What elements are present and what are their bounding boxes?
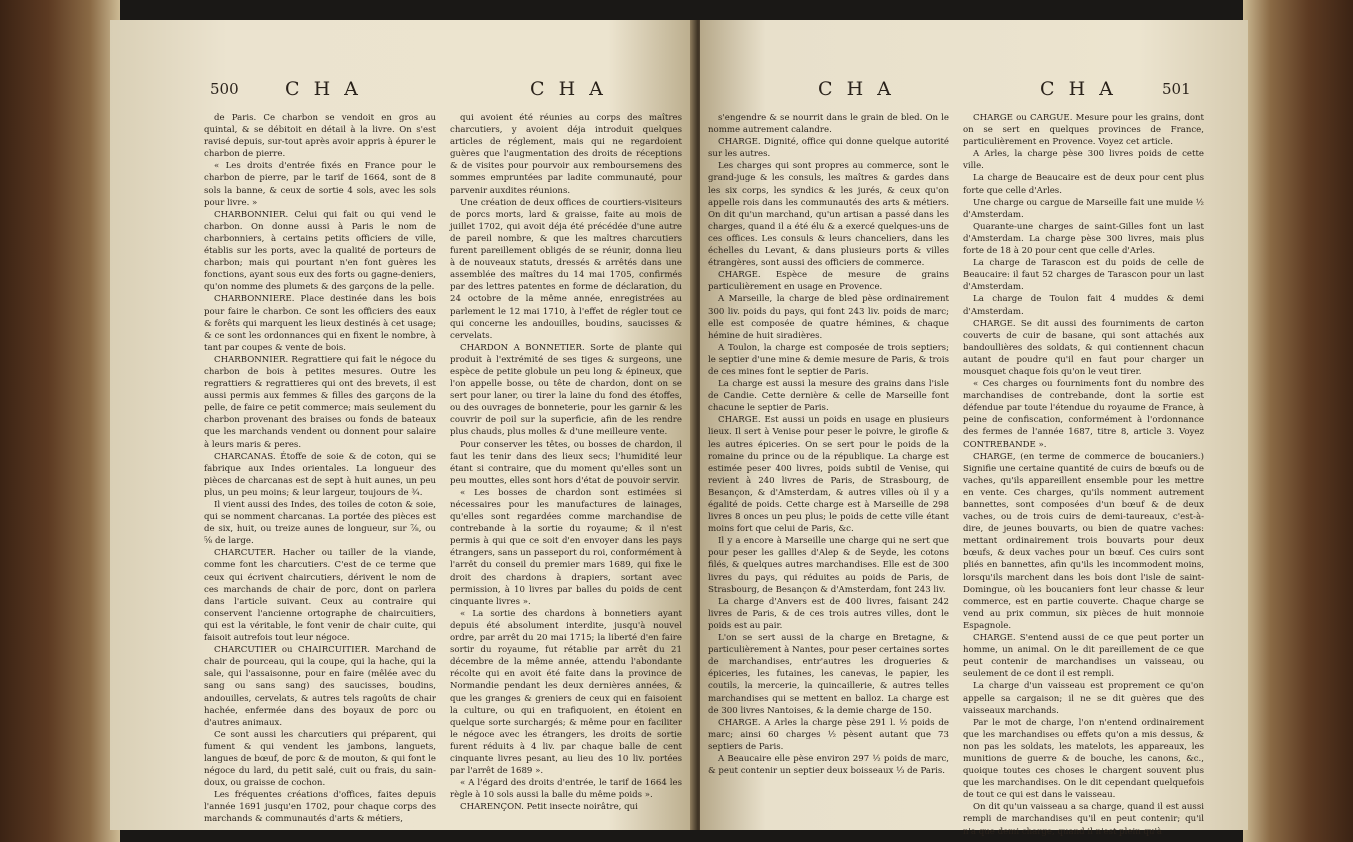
paragraph: Une charge ou cargue de Marseille fait une muide ½ d'Amsterdam. bbox=[963, 197, 1204, 220]
paragraph: de Paris. Ce charbon se vendoit en gros au quintal, & se débitoit en détail à la livre. On s'est ravisé depuis, sur-tout après avoir appris à épurer le charbon de pierre. bbox=[204, 113, 436, 160]
paragraph: La charge d'Anvers est de 400 livres, faisant 242 livres de Paris, & de ces trois autres villes, dont le poids est au pair. bbox=[708, 596, 949, 631]
running-header-left-2: C H A bbox=[530, 78, 607, 100]
paragraph: Ce sont aussi les charcutiers qui préparent, qui fument & qui vendent les jambons, languets, langues de bœuf, de porc & de mouton, & qui font le négoce du lard, du petit salé, cuit ou frais, du sain-doux, ou graisse de cochon. bbox=[204, 729, 436, 789]
paragraph: A Arles, la charge pèse 300 livres poids de cette ville. bbox=[963, 149, 1204, 172]
paragraph: « A l'égard des droits d'entrée, le tarif de 1664 les règle à 10 sols aussi la balle du même poids ». bbox=[450, 778, 682, 801]
paragraph: Une création de deux offices de courtiers-visiteurs de porcs morts, lard & graisse, faite au mois de juillet 1702, qui avoit déja été précédée d'une autre de pareil nombre, & que les maîtres charcutiers furent pareillement obligés de se réunir, donna lieu à de nouveaux statuts, dressés & arrêtés dans une assemblée des maîtres du 14 mai 1705, confirmés par des lettres patentes en forme de déclaration, du 24 octobre de la même année, enregistrées au parlement le 12 mai 1710, à l'effet de régler tout ce qui concerne les andouilles, boudins, saucisses & cervelats. bbox=[450, 197, 682, 341]
left-page-columns bbox=[204, 112, 682, 826]
running-header-right: C H A bbox=[818, 78, 895, 100]
paragraph: L'on se sert aussi de la charge en Bretagne, & particulièrement à Nantes, pour peser certaines sortes de marchandises, entr'autres les drogueries & épiceries, les futaines, les canevas, le papier, les coutils, la mercerie, la quincaillerie, & autres telles marchandises qui se mettent en balloz. La charge est de 300 livres Nantoises, & la demie charge de 150. bbox=[708, 633, 949, 716]
paragraph: « La sortie des chardons à bonnetiers ayant depuis été absolument interdite, jusqu'à nouvel ordre, par arrêt du 20 mai 1715; la liberté d'en faire sortir du royaume, fut rétablie par arrêt du 21 décembre de la même année, attendu l'abondante récolte qui en avoit été faite dans la province de Normandie pendant les deux dernières années, & que les granges & greniers de ceux qui en faisoient la culture, ou qui en trafiquoient, en étoient en quelque sorte surchargés; & même pour en faciliter le négoce avec les étrangers, les droits de sortie furent réduits à 4 liv. par chaque balle de cent cinquante livres pesant, au lieu des 10 liv. portées par l'arrêt de 1689 ». bbox=[450, 608, 682, 777]
paragraph: CHARCANAS. Étoffe de soie & de coton, qui se fabrique aux Indes orientales. La longueur des pièces de charcanas est de sept à huit aunes, un peu plus, un peu moins; & leur largeur, toujours de ¾. bbox=[204, 451, 436, 498]
paragraph: CHARBONNIER. Celui qui fait ou qui vend le charbon. On donne aussi à Paris le nom de charbonniers, à certains petits officiers de ville, établis sur les ports, avec la qualité de porteurs de charbon; mais qui pourtant n'en font guères les fonctions, ayant sous eux des forts ou gagne-deniers, qu'on nomme des plumets & des garçons de la pelle. bbox=[204, 209, 436, 293]
running-header-right-2: C H A bbox=[1040, 78, 1117, 100]
paragraph: Il vient aussi des Indes, des toiles de coton & soie, qui se nomment charcanas. La portée des pièces est de six, huit, ou treize aunes de longueur, sur ⅞, ou ⅝ de large. bbox=[204, 500, 436, 547]
paragraph: On dit qu'un vaisseau a sa charge, quand il est aussi rempli de marchandises qu'il en peut contenir; qu'il n'a que demi charge, quand il n'est plein qu'à bbox=[963, 802, 1204, 837]
paragraph: La charge de Beaucaire est de deux pour cent plus forte que celle d'Arles. bbox=[963, 173, 1204, 196]
paragraph: CHARENÇON. Petit insecte noirâtre, qui bbox=[460, 802, 638, 813]
right-column-2 bbox=[963, 112, 1204, 838]
paragraph: CHARGE. Espèce de mesure de grains particulièrement en usage en Provence. bbox=[708, 270, 949, 293]
paragraph: CHARGE. Se dit aussi des fourniments de carton couverts de cuir de basane, qui sont attachés aux bandoullières des soldats, & qui contiennent chacun autant de poudre qu'il en faut pour charger un mousquet chaque fois qu'on le veut tirer. bbox=[963, 318, 1204, 377]
right-page-columns bbox=[708, 112, 1204, 838]
paragraph: Quarante-une charges de saint-Gilles font un last d'Amsterdam. La charge pèse 300 livres, mais plus forte de 18 à 20 pour cent que celle d'Arles. bbox=[963, 221, 1204, 257]
paragraph: Les fréquentes créations d'offices, faites depuis l'année 1691 jusqu'en 1702, pour chaque corps des marchands & communautés d'arts & métiers, bbox=[204, 790, 436, 825]
paragraph: CHARGE. Est aussi un poids en usage en plusieurs lieux. Il sert à Venise pour peser le poivre, le girofle & les autres épiceries. On se sert pour le poids de la romaine du prince ou de la république. La charge est estimée peser 400 livres, poids subtil de Venise, qui revient à 240 livres de Paris, de Strasbourg, de Besançon, & d'Amsterdam, & autres villes où il y a égalité de poids. Cette charge est à Marseille de 298 livres 8 onces un peu plus; le poids de cette ville étant moins fort que celui de Paris, &c. bbox=[708, 415, 949, 535]
book-edge-right bbox=[1243, 0, 1353, 842]
paragraph: Pour conserver les têtes, ou bosses de chardon, il faut les tenir dans des lieux secs; l'humidité leur étant si contraire, que du moment qu'elles sont un peu mouttes, elles sont hors d'état de pouvoir servir. bbox=[450, 439, 682, 486]
right-column-1 bbox=[708, 112, 949, 838]
paragraph: CHARGE. S'entend aussi de ce que peut porter un homme, un animal. On le dit pareillement de ce que peut contenir de marchandises un vaisseau, ou seulement de ce dont il est rempli. bbox=[963, 633, 1204, 680]
book-edge-left bbox=[0, 0, 120, 842]
paragraph: CHARGE ou CARGUE. Mesure pour les grains, dont on se sert en quelques provinces de France, particulièrement en Provence. Voyez cet article. bbox=[963, 113, 1204, 148]
paragraph: CHARGE. A Arles la charge pèse 291 l. ½ poids de marc; ainsi 60 charges ½ pèsent autant que 73 septiers de Paris. bbox=[708, 717, 949, 752]
left-column-2 bbox=[450, 112, 682, 826]
page-number-left: 500 bbox=[210, 80, 239, 98]
left-page bbox=[110, 20, 696, 830]
paragraph: La charge d'un vaisseau est proprement ce qu'on appelle sa cargaison; il ne se dit guères que des vaisseaux marchands. bbox=[963, 681, 1204, 716]
paragraph: « Ces charges ou fourniments font du nombre des marchandises de contrebande, dont la sortie est défendue par toute l'étendue du royaume de France, à peine de confiscation, conformément à l'ordonnance des fermes de l'année 1687, titre 8, article 3. Voyez CONTREBANDE ». bbox=[963, 379, 1204, 450]
paragraph: CHARCUTER. Hacher ou tailler de la viande, comme font les charcutiers. C'est de ce terme que ceux qui écrivent chaircutiers, dérivent le nom de ces marchands de chair de porc, dont on parlera dans l'article suivant. Ceux au contraire qui conservent l'ancienne ortographe de chaircuitiers, qui est la véritable, le font venir de chair cuite, qui faisoit autrefois tout leur négoce. bbox=[204, 548, 436, 644]
paragraph: qui avoient été réunies au corps des maîtres charcutiers, y avoient déja introduit quelques articles de réglement, mais qui ne regardoient guères que l'augmentation des droits de réceptions & de visites pour pourvoir aux remboursemens des sommes empruntées par ladite communauté, pour parvenir auxdites réunions. bbox=[450, 113, 682, 196]
paragraph: « Les droits d'entrée fixés en France pour le charbon de pierre, par le tarif de 1664, sont de 8 sols la banne, & ceux de sortie 4 sols, avec les sols pour livre. » bbox=[204, 161, 436, 208]
paragraph: CHARBONNIER. Regrattiere qui fait le négoce du charbon de bois à petites mesures. Outre les regrattiers & regrattieres qui ont des brevets, il est aussi permis aux femmes & filles des garçons de la pelle, de faire ce petit commerce; mais seulement du charbon provenant des braises ou fonds de bateaux que les marchands vendent ou donnent pour salaire à leurs maris & peres. bbox=[204, 354, 436, 450]
paragraph: Il y a encore à Marseille une charge qui ne sert que pour peser les gallles d'Alep & de Seyde, les cotons filés, & quelques autres marchandises. Elle est de 300 livres du pays, qui réduites au poids de Paris, de Strasbourg, de Besançon & d'Amsterdam, font 243 liv. bbox=[708, 536, 949, 595]
paragraph: « Les bosses de chardon sont estimées si nécessaires pour les manufactures de lainages, qu'elles sont regardées comme marchandise de contrebande à la sortie du royaume; & il n'est permis à qui que ce soit d'en envoyer dans les pays étrangers, sans un passeport du roi, conformément à l'arrêt du conseil du premier mars 1689, qui fixe le droit des chardons à drapiers, sortant avec permission, à 10 livres par balles du poids de cent cinquante livres ». bbox=[450, 487, 682, 607]
paragraph: La charge est aussi la mesure des grains dans l'isle de Candie. Cette dernière & celle de Marseille font chacune le septier de Paris. bbox=[708, 379, 949, 414]
right-page bbox=[700, 20, 1248, 837]
left-column-1 bbox=[204, 112, 436, 826]
paragraph: A Beaucaire elle pèse environ 297 ½ poids de marc, & peut contenir un septier deux boisseaux ⅓ de Paris. bbox=[708, 753, 949, 777]
paragraph: s'engendre & se nourrit dans le grain de bled. On le nomme autrement calandre. bbox=[708, 113, 949, 136]
page-number-right: 501 bbox=[1162, 80, 1191, 98]
paragraph: CHARGE, (en terme de commerce de boucaniers.) Signifie une certaine quantité de cuirs de bœufs ou de vaches, qu'ils appareillent ensemble pour les mettre en vente. Ces charges, qu'ils nomment autrement bannettes, sont composées d'un bœuf & de deux vaches, ou de trois cuirs de demi-taureaux, c'est-à-dire, de jeunes bouvarts, ou bien de quatre vaches: mettant ordinairement trois bouvarts pour deux bœufs, & deux vaches pour un bœuf. Ces cuirs sont pliés en bannettes, afin qu'ils les incommodent moins, lorsqu'ils marchent dans les bois dont l'isle de saint-Domingue, où les boucaniers font leur chasse & leur commerce, est en partie couverte. Chaque charge se vend au prix commun, six pièces de huit monnoie Espagnole. bbox=[963, 451, 1204, 631]
paragraph: A Marseille, la charge de bled pèse ordinairement 300 liv. poids du pays, qui font 243 liv. poids de marc; elle est composée de quatre hémines, & chaque hémine de huit siradières. bbox=[708, 294, 949, 341]
paragraph: CHARDON A BONNETIER. Sorte de plante qui produit à l'extrémité de ses tiges & surgeons, une espèce de petite globule un peu long & épineux, que l'on appelle bosse, ou tête de chardon, dont on se sert pour laner, ou tirer la laine du fond des étoffes, ou des ouvrages de bonneterie, pour les garnir & les couvrir de poil sur la superficie, afin de les rendre plus chauds, plus molles & d'une meilleure vente. bbox=[450, 342, 682, 438]
paragraph: Les charges qui sont propres au commerce, sont le grand-juge & les consuls, les maîtres & gardes dans les six corps, les syndics & les jurés, & ceux qu'on appelle rois dans les communautés des arts & métiers. On dit qu'un marchand, qu'un artisan a passé dans les charges, quand il a été élu & a exercé quelques-uns de ces offices. Les consuls & leurs chanceliers, dans les échelles du Levant, & dans plusieurs ports & villes étrangères, sont aussi des officiers de commerce. bbox=[708, 161, 949, 269]
paragraph: CHARBONNIERE. Place destinée dans les bois pour faire le charbon. Ce sont les officiers des eaux & forêts qui marquent les lieux destinés à cet usage; & ce sont les ordonnances qui en fixent le nombre, à tant par coupes & vente de bois. bbox=[204, 294, 436, 353]
paragraph: CHARCUTIER ou CHAIRCUITIER. Marchand de chair de pourceau, qui la coupe, qui la hache, qui la sale, qui l'assaisonne, pour en faire (mêlée avec du sang ou sans sang) des saucisses, boudins, andouilles, cervelats, & autres tels ragoûts de chair hachée, enfermée dans des boyaux de porc ou d'autres animaux. bbox=[204, 645, 436, 728]
paragraph: La charge de Tarascon est du poids de celle de Beaucaire: il faut 52 charges de Tarascon pour un last d'Amsterdam. bbox=[963, 258, 1204, 293]
paragraph: Par le mot de charge, l'on n'entend ordinairement que les marchandises ou effets qu'on a mis dessus, & non pas les soldats, les matelots, les appareaux, les munitions de guerre & de bouche, les canons, &c., quoique toutes ces choses le chargent souvent plus que les marchandises. On le dit cependant quelquefois de tout ce qui est dans le vaisseau. bbox=[963, 717, 1204, 801]
paragraph: La charge de Toulon fait 4 muddes & demi d'Amsterdam. bbox=[963, 294, 1204, 317]
paragraph: CHARGE. Dignité, office qui donne quelque autorité sur les autres. bbox=[708, 137, 949, 160]
running-header-left: C H A bbox=[285, 78, 362, 100]
paragraph: A Toulon, la charge est composée de trois septiers; le septier d'une mine & demie mesure de Paris, & trois de ces mines font le septier de Paris. bbox=[708, 342, 949, 377]
